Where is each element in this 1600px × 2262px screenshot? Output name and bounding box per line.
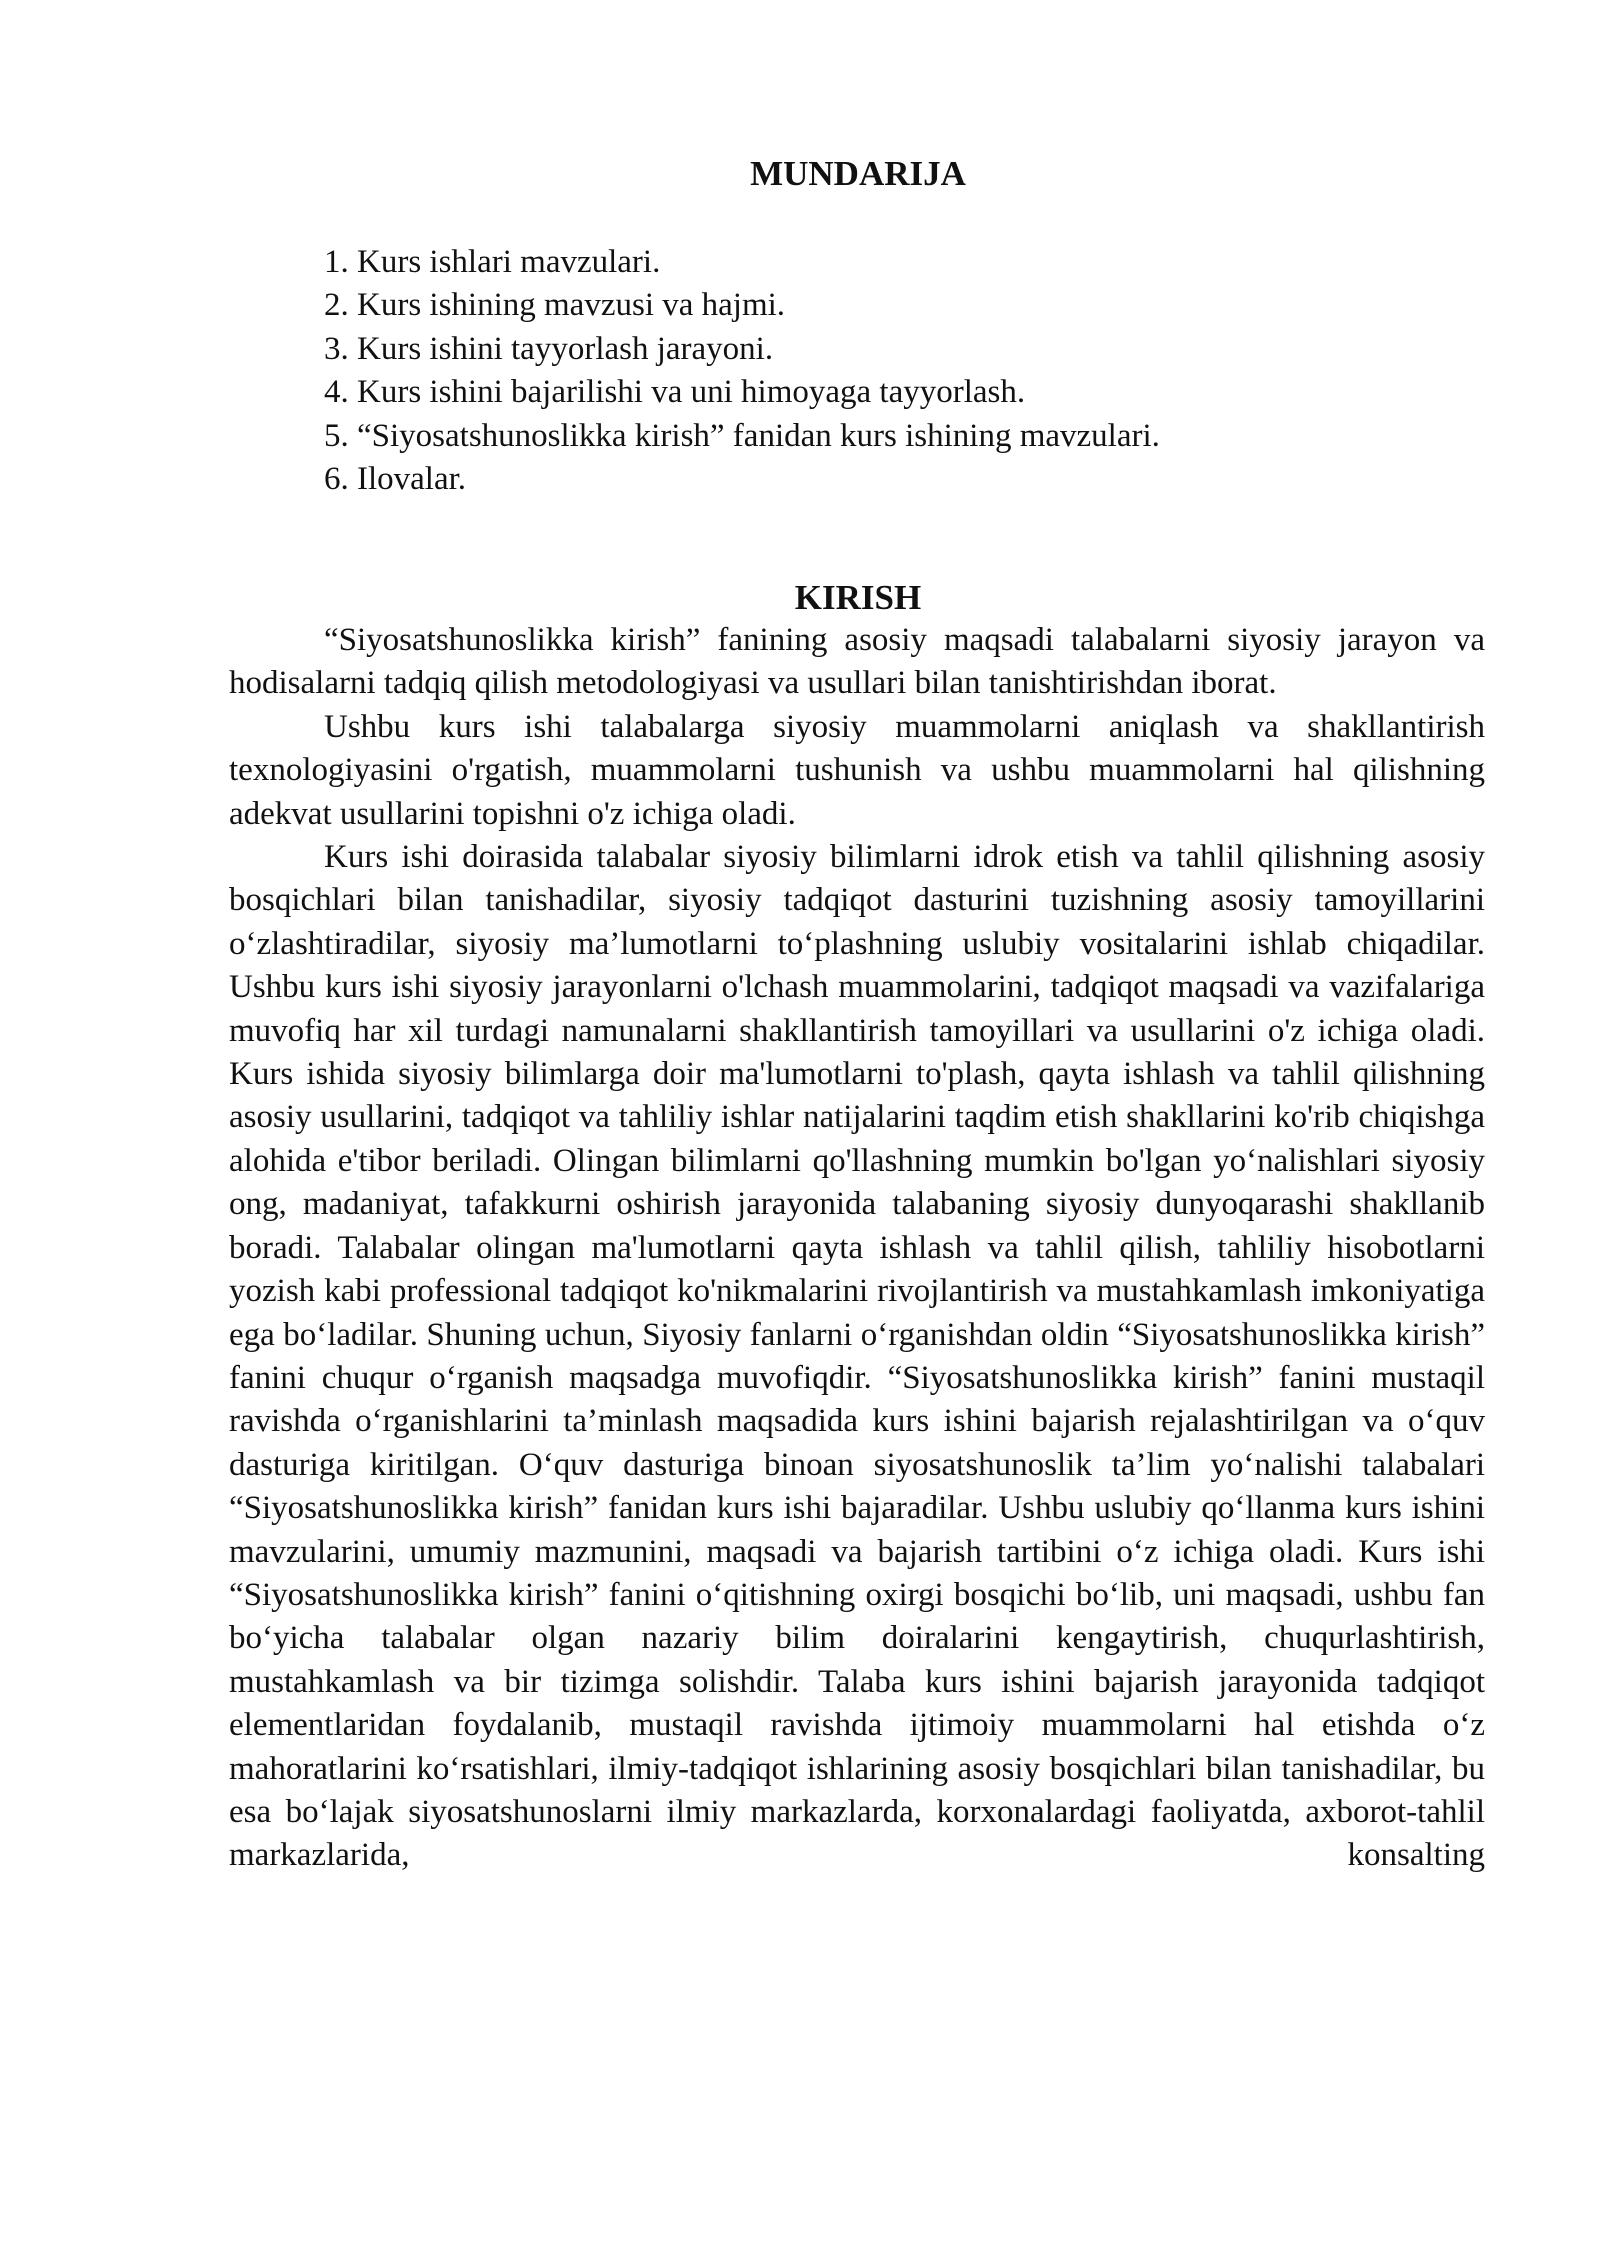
toc-item: 2. Kurs ishining mavzusi va hajmi. xyxy=(324,287,786,324)
intro-body xyxy=(229,619,1485,1878)
toc-item: 3. Kurs ishini tayyorlash jarayoni. xyxy=(324,330,774,367)
toc-item: 1. Kurs ishlari mavzulari. xyxy=(324,244,661,280)
paragraph: Ushbu kurs ishi talabalarga siyosiy muammolarni aniqlash va shakllantirish texnologiyasini o'rgatish, muammolarni tushunish va ushbu muammolarni hal qilishning adekvat usullarini topishni o'z ichiga oladi. xyxy=(229,708,1485,832)
table-of-contents xyxy=(324,241,1160,501)
toc-item: 6. Ilovalar. xyxy=(324,461,467,498)
toc-title: MUNDARIJA xyxy=(750,154,966,193)
intro-title: KIRISH xyxy=(794,578,922,617)
toc-item: 4. Kurs ishini bajarilishi va uni himoyaga tayyorlash. xyxy=(324,374,1026,411)
paragraph: “Siyosatshunoslikka kirish” fanining asosiy maqsadi talabalarni siyosiy jarayon va hodisalarni tadqiq qilish metodologiyasi va usullari bilan tanishtirishdan iborat. xyxy=(229,622,1485,702)
paragraph: Kurs ishi doirasida talabalar siyosiy bilimlarni idrok etish va tahlil qilishning asosiy bosqichlari bilan tanishadilar, siyosiy tadqiqot dasturini tuzishning asosiy tamoyillarini o‘zlashtiradilar, siyosiy ma’lumotlarni to‘plashning uslubiy vositalarini ishlab chiqadilar. Ushbu kurs ishi siyosiy jarayonlarni o'lchash muammolarini, tadqiqot maqsadi va vazifalariga muvofiq har xil turdagi namunalarni shakllantirish tamoyillari va usullarini o'z ichiga oladi. Kurs ishida siyosiy bilimlarga doir ma'lumotlarni to'plash, qayta ishlash va tahlil qilishning asosiy usullarini, tadqiqot va tahliliy ishlar natijalarini taqdim etish shakllarini ko'rib chiqishga alohida e'tibor beriladi. Olingan bilimlarni qo'llashning mumkin bo'lgan yo‘nalishlari siyosiy ong, madaniyat, tafakkurni oshirish jarayonida talabaning siyosiy dunyoqarashi shakllanib boradi. Talabalar olingan ma'lumotlarni qayta ishlash va tahlil qilish, tahliliy hisobotlarni yozish kabi professional tadqiqot ko'nikmalarini rivojlantirish va mustahkamlash imkoniyatiga ega bo‘ladilar. Shuning uchun, Siyosiy fanlarni o‘rganishdan oldin “Siyosatshunoslikka kirish” fanini chuqur o‘rganish maqsadga muvofiqdir. “Siyosatshunoslikka kirish” fanini mustaqil ravishda o‘rganishlarini ta’minlash maqsadida kurs ishini bajarish rejalashtirilgan va o‘quv dasturiga kiritilgan. O‘quv dasturiga binoan siyosatshunoslik ta’lim yo‘nalishi talabalari “Siyosatshunoslikka kirish” fanidan kurs ishi bajaradilar. Ushbu uslubiy qo‘llanma kurs ishini mavzularini, umumiy mazmunini, maqsadi va bajarish tartibini o‘z ichiga oladi. Kurs ishi “Siyosatshunoslikka kirish” fanini o‘qitishning oxirgi bosqichi bo‘lib, uni maqsadi, ushbu fan bo‘yicha talabalar olgan nazariy bilim doiralarini kengaytirish, chuqurlashtirish, mustahkamlash va bir tizimga solishdir. Talaba kurs ishini bajarish jarayonida tadqiqot elementlaridan foydalanib, mustaqil ravishda ijtimoiy muammolarni hal etishda o‘z mahoratlarini ko‘rsatishlari, ilmiy-tadqiqot ishlarining asosiy bosqichlari bilan tanishadilar, bu esa bo‘lajak siyosatshunoslarni ilmiy markazlarda, korxonalardagi faoliyatda, axborot-tahlil markazlarida, konsalting xyxy=(229,839,1485,1874)
toc-item: 5. “Siyosatshunoslikka kirish” fanidan kurs ishining mavzulari. xyxy=(324,417,1160,454)
